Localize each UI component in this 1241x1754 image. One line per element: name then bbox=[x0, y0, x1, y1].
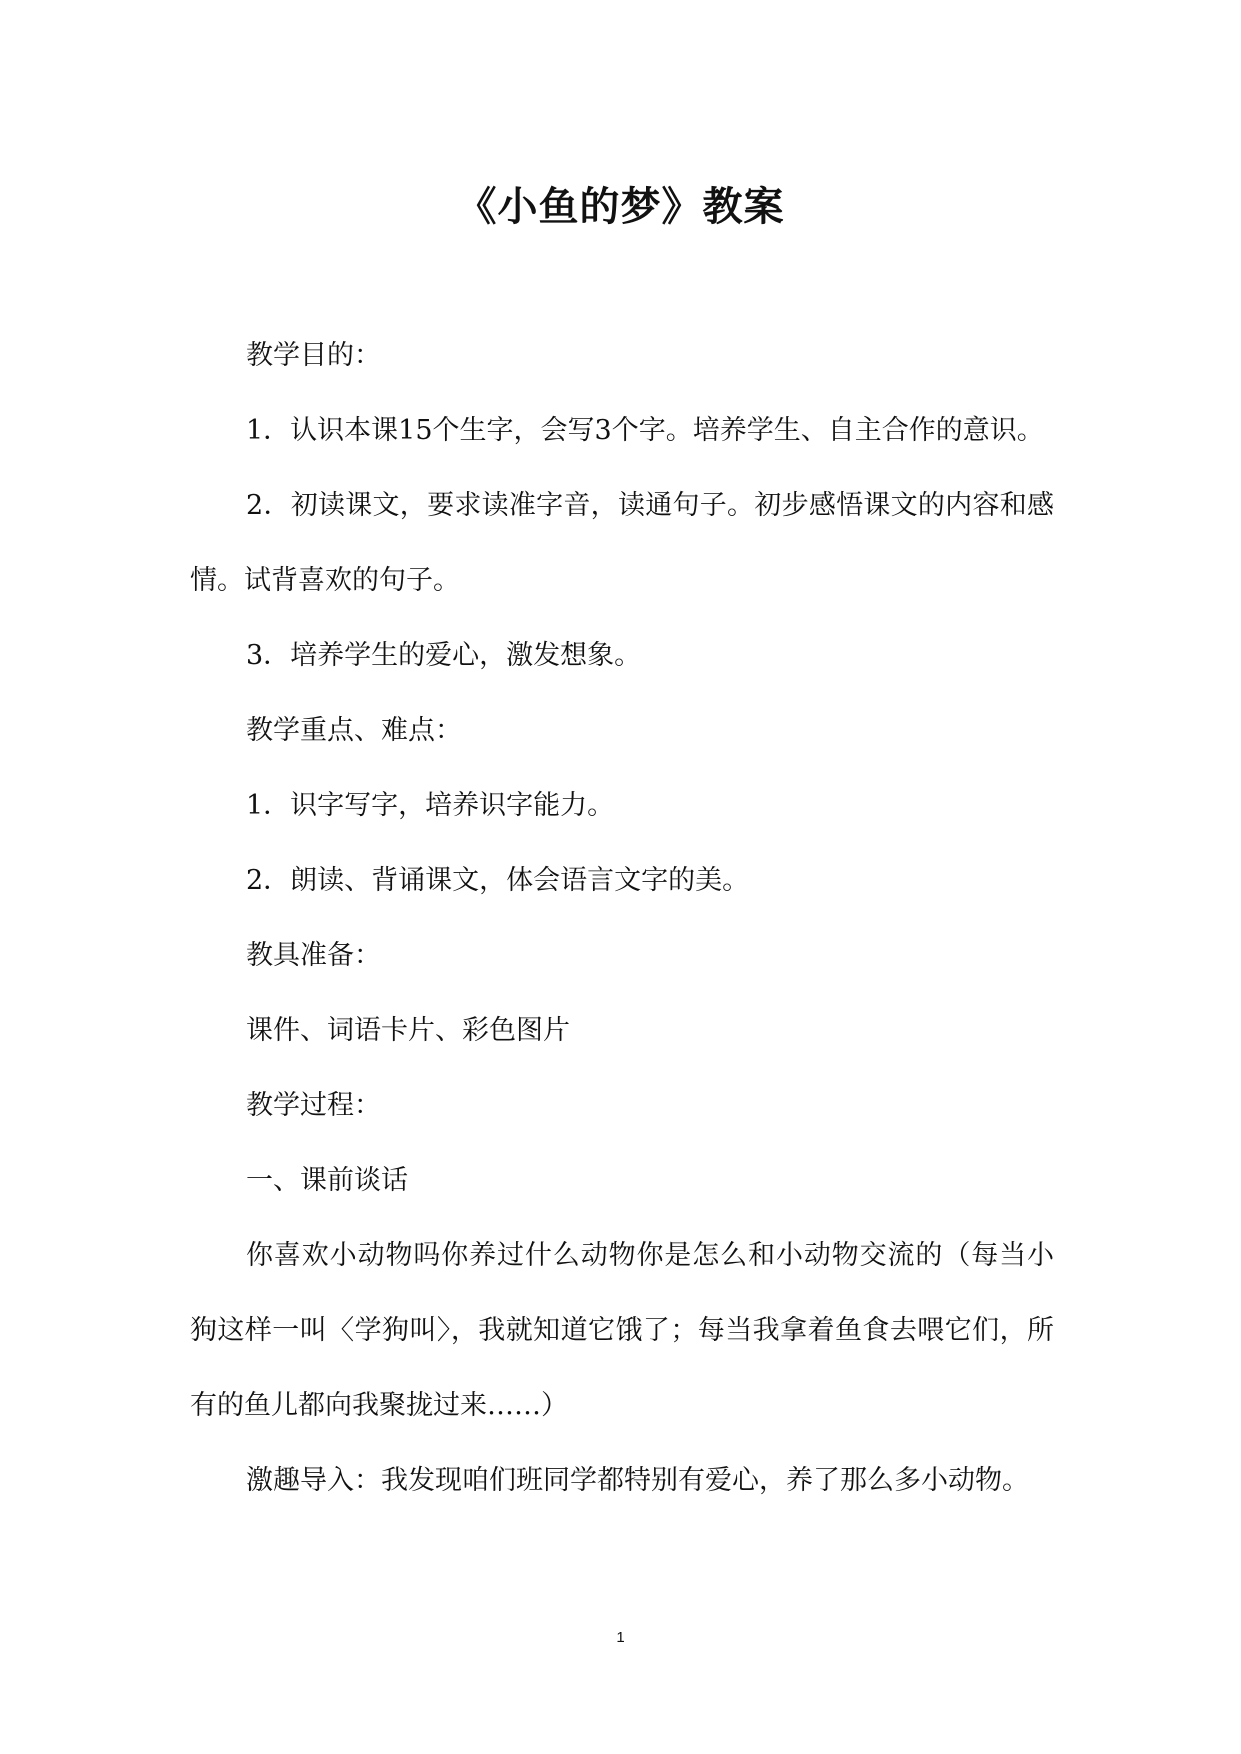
paragraph-materials-heading: 教具准备： bbox=[246, 940, 381, 971]
paragraph-key-point-1: 1．识字写字，培养识字能力。 bbox=[246, 790, 615, 821]
paragraph-materials-list: 课件、词语卡片、彩色图片 bbox=[246, 1015, 570, 1046]
paragraph-pre-class-talk: 你喜欢小动物吗你养过什么动物你是怎么和小动物交流的（每当小狗这样一叫〈学狗叫〉，我就知道它饿了；每当我拿着鱼食去喂它们，所有的鱼儿都向我聚拢过来……） bbox=[190, 1240, 1054, 1421]
paragraph-introduction: 激趣导入：我发现咱们班同学都特别有爱心，养了那么多小动物。 bbox=[246, 1465, 1029, 1496]
paragraph-goal-1: 1．认识本课15个生字，会写3个字。培养学生、自主合作的意识。 bbox=[246, 415, 1044, 446]
paragraph-key-points-heading: 教学重点、难点： bbox=[246, 715, 462, 746]
paragraph-goal-3: 3．培养学生的爱心，激发想象。 bbox=[246, 640, 642, 671]
document-title: 《小鱼的梦》教案 bbox=[456, 182, 785, 230]
document-body bbox=[190, 318, 1054, 1518]
paragraph-section-1-heading: 一、课前谈话 bbox=[246, 1165, 408, 1196]
paragraph-goal-2: 2．初读课文，要求读准字音，读通句子。初步感悟课文的内容和感情。试背喜欢的句子。 bbox=[190, 490, 1054, 596]
paragraph-teaching-goals-heading: 教学目的： bbox=[246, 340, 381, 371]
paragraph-process-heading: 教学过程： bbox=[246, 1090, 381, 1121]
page-number: 1 bbox=[616, 1629, 625, 1646]
paragraph-key-point-2: 2．朗读、背诵课文，体会语言文字的美。 bbox=[246, 865, 750, 896]
